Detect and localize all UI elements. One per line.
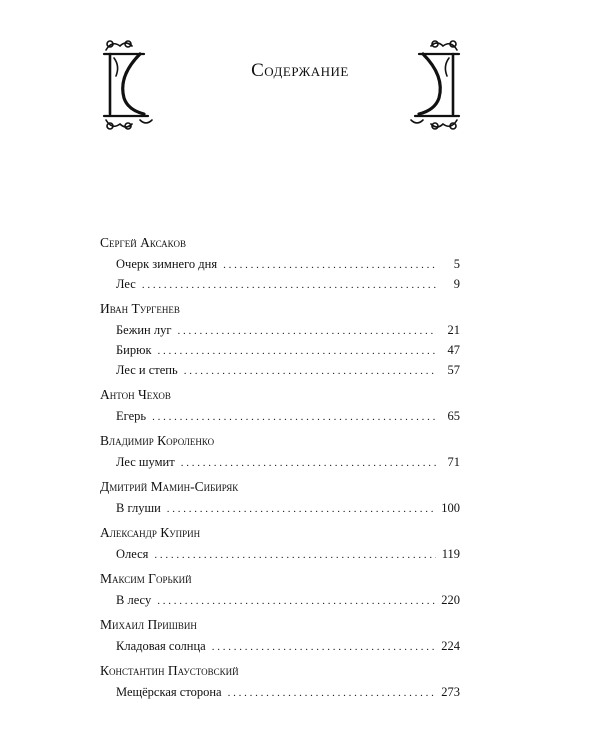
toc-entry[interactable]	[100, 636, 460, 656]
toc-entry-title: Бирюк	[116, 343, 152, 357]
toc-entry-title: Лес	[116, 277, 136, 291]
toc-entry[interactable]	[100, 544, 460, 564]
toc-author: Максим Горький	[100, 571, 192, 586]
toc-entry[interactable]	[100, 254, 460, 274]
toc-author: Александр Куприн	[100, 525, 201, 540]
toc-page-number: 65	[447, 409, 460, 423]
toc-entry-title: Егерь	[116, 409, 147, 423]
toc-author: Сергей Аксаков	[100, 235, 186, 250]
toc-entry-title: Бежин луг	[116, 323, 172, 337]
toc-page-number: 220	[441, 593, 460, 607]
toc-entry-title: Очерк зимнего дня	[116, 257, 218, 271]
toc-entry[interactable]	[100, 320, 460, 340]
toc-entry-title: Лес шумит	[116, 455, 175, 469]
toc-entry[interactable]	[100, 452, 460, 472]
toc-page-number: 57	[447, 363, 460, 377]
dot-leader	[177, 321, 436, 341]
toc-author: Антон Чехов	[100, 387, 171, 402]
toc-entry[interactable]	[100, 360, 460, 380]
toc-page-number: 71	[447, 455, 460, 469]
toc-entry-title: Лес и степь	[116, 363, 178, 377]
toc-entry-title: В глуши	[116, 501, 161, 515]
toc-author: Иван Тургенев	[100, 301, 180, 316]
toc-entry-title: В лесу	[116, 593, 152, 607]
dot-leader	[158, 341, 436, 361]
ornament-right-icon	[405, 36, 463, 132]
toc-author: Михаил Пришвин	[100, 617, 197, 632]
page-title: Содержание	[251, 60, 349, 81]
toc-entry[interactable]	[100, 274, 460, 294]
toc-page-number: 100	[441, 501, 460, 515]
ornament-left-icon	[100, 36, 158, 132]
dot-leader	[223, 255, 436, 275]
dot-leader	[212, 637, 436, 657]
dot-leader	[167, 499, 435, 519]
toc-entry-title: Мещёрская сторона	[116, 685, 222, 699]
dot-leader	[228, 683, 436, 703]
dot-leader	[142, 275, 436, 295]
toc-author: Константин Паустовский	[100, 663, 239, 678]
toc-entry[interactable]	[100, 406, 460, 426]
toc-page-number: 21	[447, 323, 460, 337]
toc-author: Владимир Короленко	[100, 433, 215, 448]
toc-page-number: 47	[447, 343, 460, 357]
dot-leader	[157, 591, 435, 611]
toc-entry[interactable]	[100, 590, 460, 610]
dot-leader	[154, 545, 435, 565]
toc-page-number: 119	[441, 547, 460, 561]
toc-entry[interactable]	[100, 498, 460, 518]
dot-leader	[152, 407, 436, 427]
table-of-contents	[100, 232, 460, 702]
toc-author: Дмитрий Мамин-Сибиряк	[100, 479, 239, 494]
toc-page-number: 9	[453, 277, 460, 291]
toc-entry[interactable]	[100, 682, 460, 702]
toc-page-number: 224	[441, 639, 460, 653]
dot-leader	[181, 453, 436, 473]
toc-entry-title: Олеся	[116, 547, 149, 561]
toc-page-number: 273	[441, 685, 460, 699]
toc-page-number: 5	[453, 257, 460, 271]
toc-entry-title: Кладовая солнца	[116, 639, 206, 653]
dot-leader	[184, 361, 436, 381]
toc-entry[interactable]	[100, 340, 460, 360]
